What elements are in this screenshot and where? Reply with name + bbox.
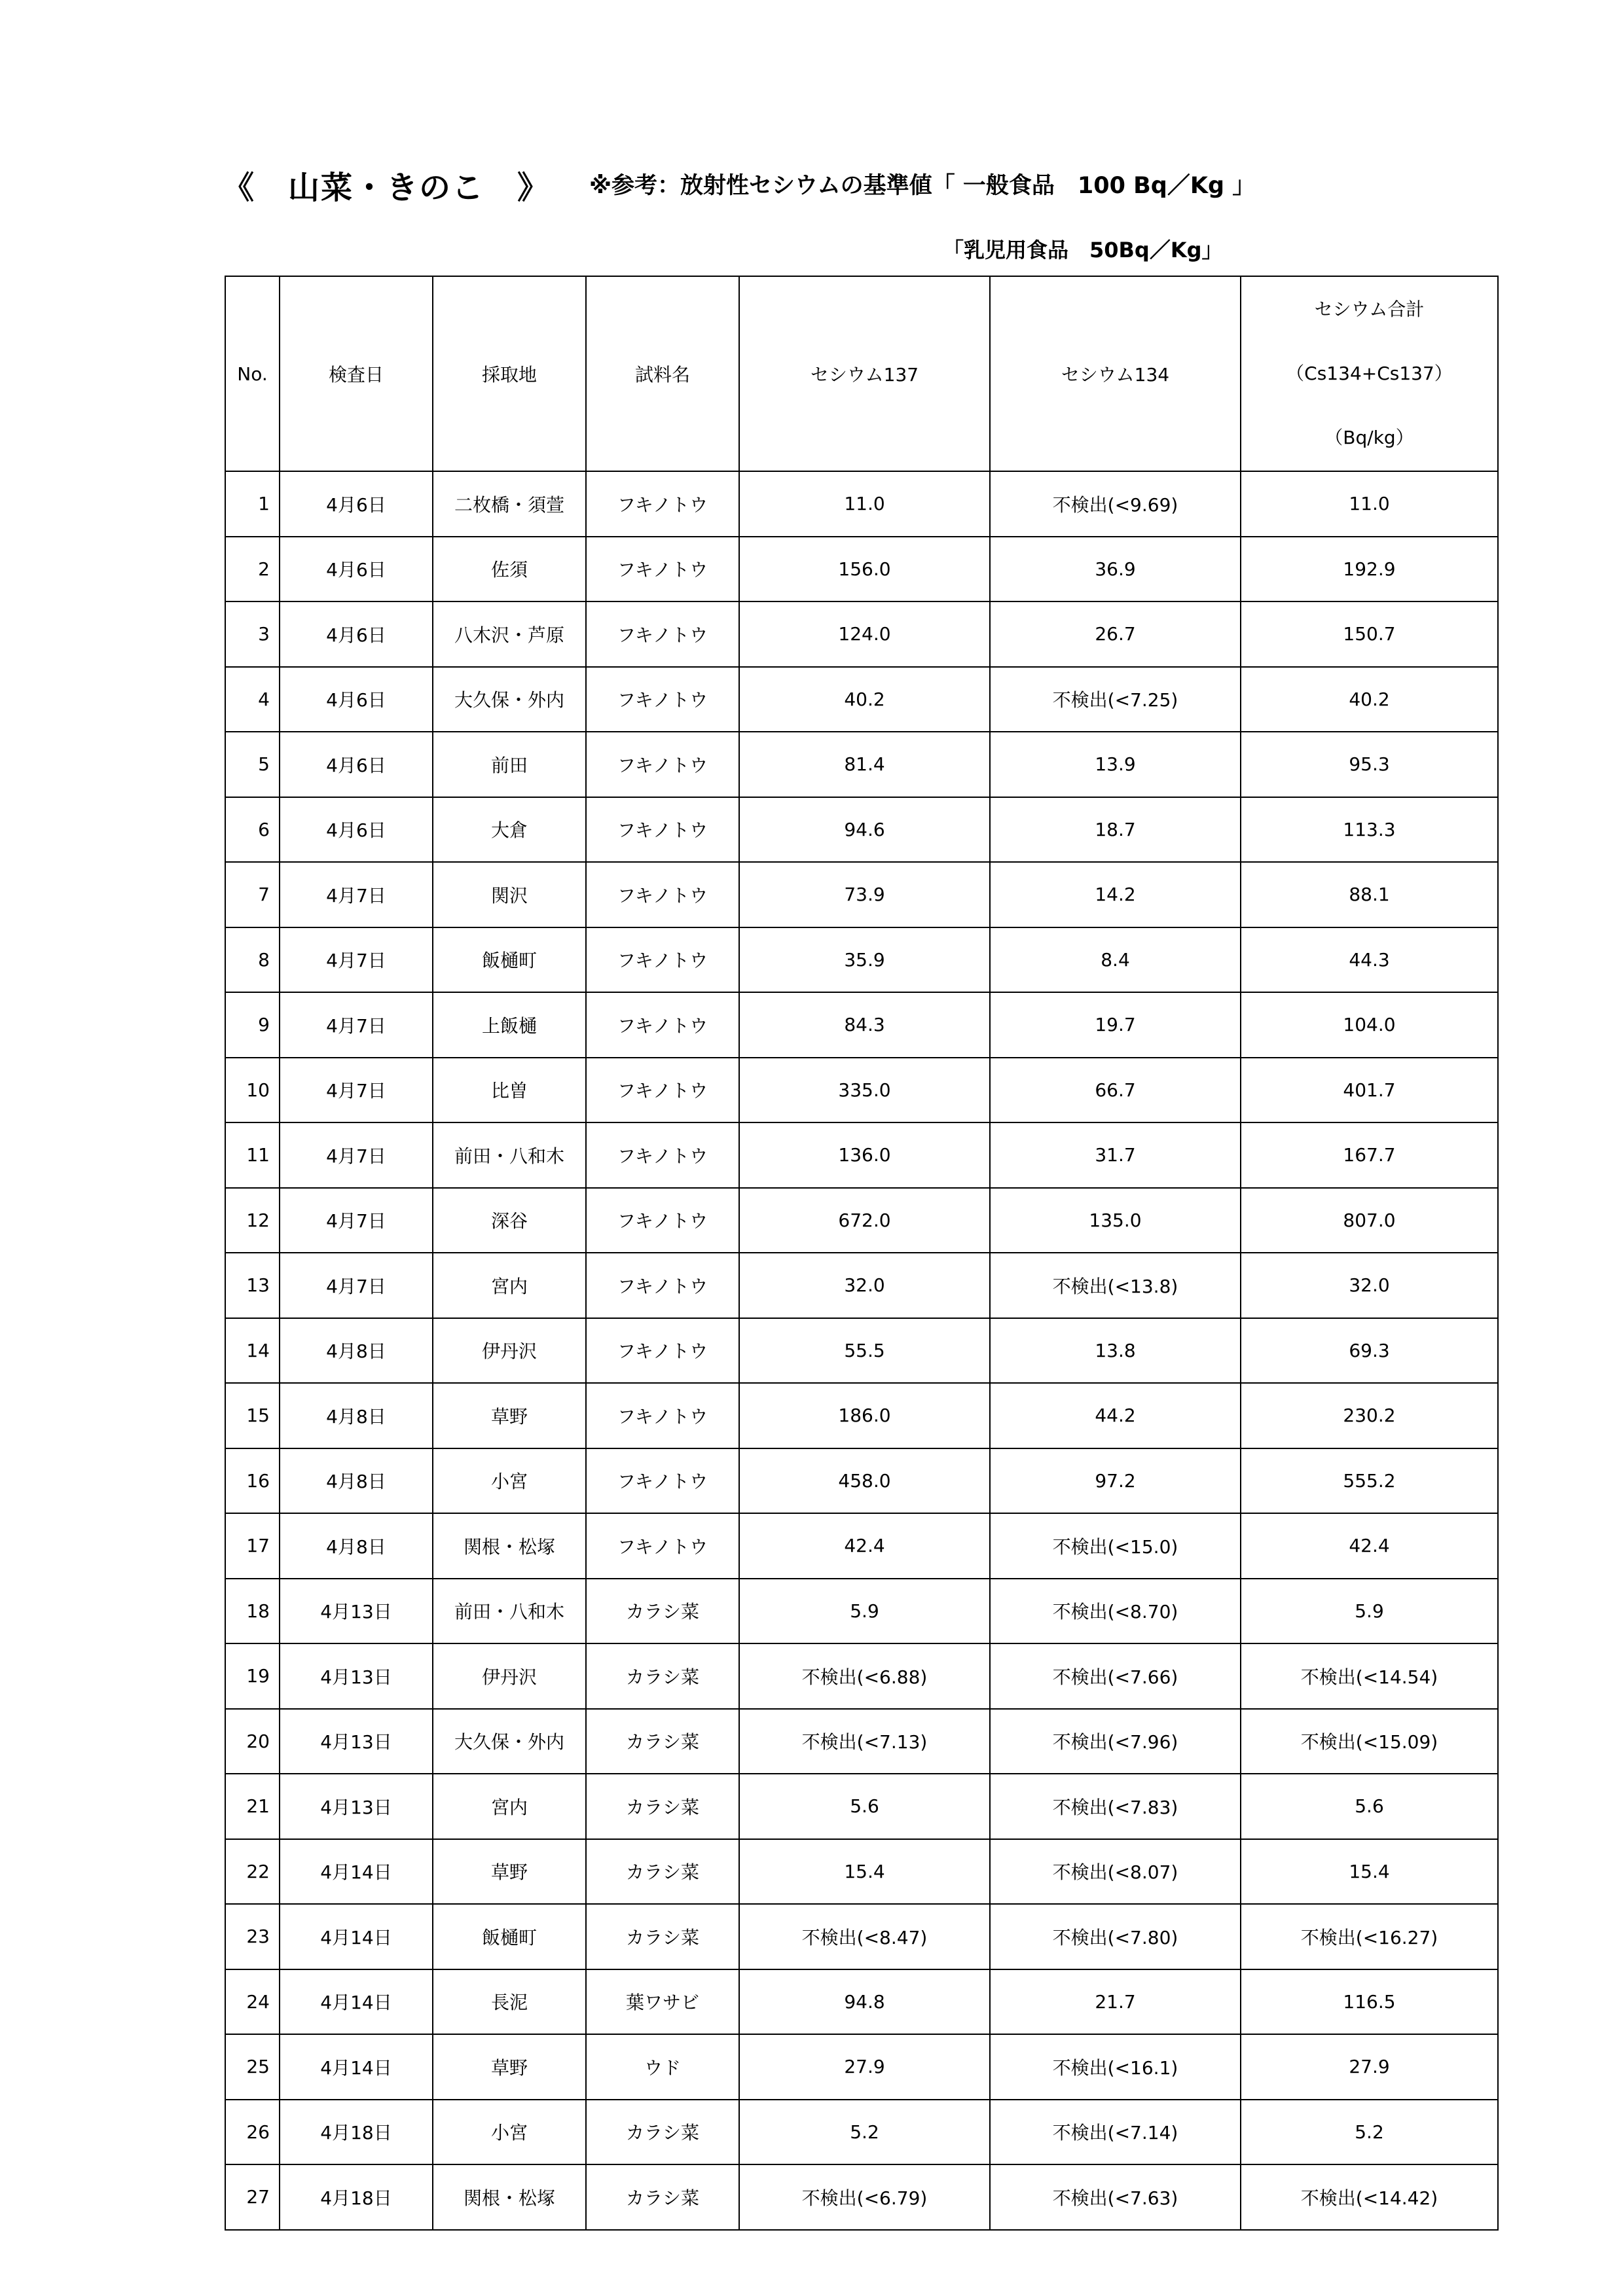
cell-no: 7: [225, 862, 280, 927]
cell-sample: カラシ菜: [586, 1643, 739, 1709]
cell-cs137: 73.9: [739, 862, 990, 927]
table-row: [225, 1318, 1498, 1384]
cell-total: 44.3: [1241, 927, 1498, 993]
cell-cs134: 不検出(<8.07): [990, 1839, 1241, 1905]
cell-cs134: 不検出(<15.0): [990, 1513, 1241, 1579]
cell-sample: フキノトウ: [586, 1058, 739, 1123]
cell-total: 5.6: [1241, 1774, 1498, 1839]
cell-cs137: 156.0: [739, 537, 990, 602]
cell-cs134: 不検出(<13.8): [990, 1253, 1241, 1318]
cell-sample: フキノトウ: [586, 667, 739, 732]
cell-location: 大倉: [433, 797, 586, 863]
table-row: [225, 1904, 1498, 1969]
cell-cs137: 不検出(<8.47): [739, 1904, 990, 1969]
cell-total: 不検出(<15.09): [1241, 1709, 1498, 1774]
cell-date: 4月13日: [280, 1643, 433, 1709]
cell-no: 6: [225, 797, 280, 863]
cell-cs137: 94.8: [739, 1969, 990, 2035]
cell-cs137: 94.6: [739, 797, 990, 863]
cell-location: 二枚橋・須萱: [433, 471, 586, 537]
table-row: [225, 1643, 1498, 1709]
cell-cs134: 21.7: [990, 1969, 1241, 2035]
cell-no: 4: [225, 667, 280, 732]
cell-date: 4月18日: [280, 2164, 433, 2230]
table-row: [225, 1058, 1498, 1123]
table-header-row: [225, 276, 1498, 471]
cell-location: 上飯樋: [433, 992, 586, 1058]
table-row: [225, 732, 1498, 797]
cell-no: 10: [225, 1058, 280, 1123]
cell-sample: カラシ菜: [586, 2100, 739, 2165]
cell-date: 4月8日: [280, 1513, 433, 1579]
cell-total: 167.7: [1241, 1122, 1498, 1188]
cell-sample: フキノトウ: [586, 1122, 739, 1188]
table-row: [225, 1383, 1498, 1448]
cell-total: 42.4: [1241, 1513, 1498, 1579]
cell-no: 12: [225, 1188, 280, 1253]
cell-date: 4月13日: [280, 1709, 433, 1774]
cell-sample: カラシ菜: [586, 1904, 739, 1969]
table-row: [225, 797, 1498, 863]
cell-cs137: 不検出(<7.13): [739, 1709, 990, 1774]
cell-total: 5.9: [1241, 1579, 1498, 1644]
cell-no: 2: [225, 537, 280, 602]
header-cs137: セシウム137: [739, 276, 990, 471]
table-row: [225, 601, 1498, 667]
cell-no: 25: [225, 2034, 280, 2100]
table-row: [225, 1969, 1498, 2035]
cell-cs134: 不検出(<8.70): [990, 1579, 1241, 1644]
cell-no: 3: [225, 601, 280, 667]
table-row: [225, 667, 1498, 732]
cell-sample: カラシ菜: [586, 2164, 739, 2230]
cell-sample: ウド: [586, 2034, 739, 2100]
cell-cs134: 不検出(<7.14): [990, 2100, 1241, 2165]
cell-no: 20: [225, 1709, 280, 1774]
cell-no: 21: [225, 1774, 280, 1839]
cell-cs137: 84.3: [739, 992, 990, 1058]
cell-location: 宮内: [433, 1774, 586, 1839]
cell-total: 807.0: [1241, 1188, 1498, 1253]
table-row: [225, 2034, 1498, 2100]
cell-sample: フキノトウ: [586, 471, 739, 537]
cell-cs137: 55.5: [739, 1318, 990, 1384]
cell-cs134: 不検出(<7.63): [990, 2164, 1241, 2230]
cell-no: 17: [225, 1513, 280, 1579]
cell-total: 150.7: [1241, 601, 1498, 667]
cell-sample: カラシ菜: [586, 1774, 739, 1839]
cell-location: 草野: [433, 1383, 586, 1448]
cell-cs134: 不検出(<7.25): [990, 667, 1241, 732]
cell-date: 4月6日: [280, 732, 433, 797]
table-row: [225, 1188, 1498, 1253]
header-total-line1: セシウム合計: [1314, 298, 1425, 320]
cell-location: 伊丹沢: [433, 1643, 586, 1709]
reference-note-infant: 「乳児用食品 50Bq／Kg」: [943, 238, 1223, 262]
cell-location: 草野: [433, 2034, 586, 2100]
cell-sample: フキノトウ: [586, 1253, 739, 1318]
cell-location: 伊丹沢: [433, 1318, 586, 1384]
cell-cs137: 15.4: [739, 1839, 990, 1905]
cell-no: 26: [225, 2100, 280, 2165]
cell-total: 15.4: [1241, 1839, 1498, 1905]
cell-cs134: 不検出(<7.96): [990, 1709, 1241, 1774]
cell-cs137: 35.9: [739, 927, 990, 993]
cell-cs137: 335.0: [739, 1058, 990, 1123]
cell-location: 前田: [433, 732, 586, 797]
cell-location: 草野: [433, 1839, 586, 1905]
cell-no: 18: [225, 1579, 280, 1644]
cell-date: 4月18日: [280, 2100, 433, 2165]
cell-cs134: 66.7: [990, 1058, 1241, 1123]
cell-sample: フキノトウ: [586, 1513, 739, 1579]
cell-date: 4月7日: [280, 1058, 433, 1123]
cell-cs137: 458.0: [739, 1448, 990, 1514]
cell-date: 4月7日: [280, 862, 433, 927]
cell-no: 22: [225, 1839, 280, 1905]
cell-date: 4月7日: [280, 927, 433, 993]
cell-location: 飯樋町: [433, 927, 586, 993]
cell-cs137: 40.2: [739, 667, 990, 732]
cell-cs134: 97.2: [990, 1448, 1241, 1514]
cell-cs137: 5.6: [739, 1774, 990, 1839]
cell-location: 関沢: [433, 862, 586, 927]
cell-location: 小宮: [433, 1448, 586, 1514]
cell-date: 4月7日: [280, 992, 433, 1058]
header-total-line3: （Bq/kg）: [1324, 427, 1414, 448]
cell-sample: カラシ菜: [586, 1839, 739, 1905]
cell-cs137: 124.0: [739, 601, 990, 667]
cell-total: 116.5: [1241, 1969, 1498, 2035]
cell-no: 14: [225, 1318, 280, 1384]
cell-sample: フキノトウ: [586, 927, 739, 993]
header-cs134: セシウム134: [990, 276, 1241, 471]
cesium-results-table: [225, 276, 1499, 2231]
cell-date: 4月8日: [280, 1318, 433, 1384]
cell-no: 5: [225, 732, 280, 797]
cell-location: 長泥: [433, 1969, 586, 2035]
cell-sample: フキノトウ: [586, 732, 739, 797]
cell-sample: カラシ菜: [586, 1579, 739, 1644]
cell-sample: フキノトウ: [586, 797, 739, 863]
cell-cs134: 44.2: [990, 1383, 1241, 1448]
cell-date: 4月6日: [280, 667, 433, 732]
cell-no: 13: [225, 1253, 280, 1318]
cell-sample: フキノトウ: [586, 601, 739, 667]
cell-location: 大久保・外内: [433, 667, 586, 732]
cell-no: 19: [225, 1643, 280, 1709]
table-row: [225, 1513, 1498, 1579]
cell-cs134: 8.4: [990, 927, 1241, 993]
cell-no: 23: [225, 1904, 280, 1969]
cell-no: 8: [225, 927, 280, 993]
cell-cs134: 31.7: [990, 1122, 1241, 1188]
cell-sample: フキノトウ: [586, 1383, 739, 1448]
reference-note-general: ※参考：放射性セシウムの基準値「 一般食品 100 Bq／Kg 」: [589, 173, 1256, 199]
cell-total: 401.7: [1241, 1058, 1498, 1123]
table-row: [225, 2164, 1498, 2230]
cell-no: 24: [225, 1969, 280, 2035]
header-total: [1241, 276, 1498, 471]
cell-location: 前田・八和木: [433, 1579, 586, 1644]
cell-total: 104.0: [1241, 992, 1498, 1058]
cell-total: 113.3: [1241, 797, 1498, 863]
cell-cs134: 19.7: [990, 992, 1241, 1058]
cell-total: 88.1: [1241, 862, 1498, 927]
cell-date: 4月8日: [280, 1448, 433, 1514]
cell-cs134: 13.9: [990, 732, 1241, 797]
cell-sample: フキノトウ: [586, 1188, 739, 1253]
header-date: 検査日: [280, 276, 433, 471]
cell-sample: フキノトウ: [586, 862, 739, 927]
cell-date: 4月7日: [280, 1122, 433, 1188]
cell-date: 4月7日: [280, 1188, 433, 1253]
cell-cs134: 14.2: [990, 862, 1241, 927]
cell-cs137: 81.4: [739, 732, 990, 797]
cell-cs137: 27.9: [739, 2034, 990, 2100]
table-row: [225, 1253, 1498, 1318]
table-row: [225, 1122, 1498, 1188]
cell-date: 4月7日: [280, 1253, 433, 1318]
cell-location: 宮内: [433, 1253, 586, 1318]
cell-location: 比曽: [433, 1058, 586, 1123]
cell-date: 4月14日: [280, 1904, 433, 1969]
cell-total: 230.2: [1241, 1383, 1498, 1448]
cell-cs134: 36.9: [990, 537, 1241, 602]
table-row: [225, 1448, 1498, 1514]
cell-total: 40.2: [1241, 667, 1498, 732]
cell-no: 16: [225, 1448, 280, 1514]
cell-cs137: 不検出(<6.79): [739, 2164, 990, 2230]
cell-no: 11: [225, 1122, 280, 1188]
table-row: [225, 2100, 1498, 2165]
cell-date: 4月6日: [280, 797, 433, 863]
cell-cs137: 136.0: [739, 1122, 990, 1188]
cell-cs137: 42.4: [739, 1513, 990, 1579]
cell-date: 4月14日: [280, 1969, 433, 2035]
cell-sample: フキノトウ: [586, 1318, 739, 1384]
header-total-line2: （Cs134+Cs137）: [1286, 363, 1453, 384]
cell-cs137: 5.2: [739, 2100, 990, 2165]
header-sample: 試料名: [586, 276, 739, 471]
cell-total: 32.0: [1241, 1253, 1498, 1318]
cell-sample: 葉ワサビ: [586, 1969, 739, 2035]
cell-total: 27.9: [1241, 2034, 1498, 2100]
cell-location: 深谷: [433, 1188, 586, 1253]
cell-date: 4月13日: [280, 1579, 433, 1644]
cell-date: 4月8日: [280, 1383, 433, 1448]
cell-sample: フキノトウ: [586, 537, 739, 602]
cell-cs134: 18.7: [990, 797, 1241, 863]
table-row: [225, 1579, 1498, 1644]
cell-cs134: 135.0: [990, 1188, 1241, 1253]
cell-date: 4月6日: [280, 601, 433, 667]
cell-cs137: 186.0: [739, 1383, 990, 1448]
cell-location: 大久保・外内: [433, 1709, 586, 1774]
table-row: [225, 1709, 1498, 1774]
table-row: [225, 992, 1498, 1058]
cell-total: 555.2: [1241, 1448, 1498, 1514]
cell-total: 95.3: [1241, 732, 1498, 797]
cell-total: 192.9: [1241, 537, 1498, 602]
table-row: [225, 927, 1498, 993]
cell-cs134: 不検出(<7.83): [990, 1774, 1241, 1839]
cell-sample: カラシ菜: [586, 1709, 739, 1774]
cell-no: 15: [225, 1383, 280, 1448]
header-no: No.: [225, 276, 280, 471]
cell-location: 佐須: [433, 537, 586, 602]
cell-date: 4月14日: [280, 2034, 433, 2100]
table-row: [225, 1839, 1498, 1905]
cell-total: 5.2: [1241, 2100, 1498, 2165]
cell-cs134: 不検出(<7.80): [990, 1904, 1241, 1969]
cell-no: 1: [225, 471, 280, 537]
cell-total: 11.0: [1241, 471, 1498, 537]
cell-location: 前田・八和木: [433, 1122, 586, 1188]
cell-cs134: 不検出(<16.1): [990, 2034, 1241, 2100]
cell-cs134: 26.7: [990, 601, 1241, 667]
cell-total: 不検出(<14.54): [1241, 1643, 1498, 1709]
cell-cs134: 不検出(<7.66): [990, 1643, 1241, 1709]
cell-cs134: 13.8: [990, 1318, 1241, 1384]
cell-location: 小宮: [433, 2100, 586, 2165]
cell-sample: フキノトウ: [586, 1448, 739, 1514]
cell-date: 4月14日: [280, 1839, 433, 1905]
table-row: [225, 862, 1498, 927]
cell-location: 関根・松塚: [433, 2164, 586, 2230]
cell-sample: フキノトウ: [586, 992, 739, 1058]
table-row: [225, 537, 1498, 602]
cell-total: 69.3: [1241, 1318, 1498, 1384]
cell-no: 9: [225, 992, 280, 1058]
cell-cs137: 不検出(<6.88): [739, 1643, 990, 1709]
cell-total: 不検出(<16.27): [1241, 1904, 1498, 1969]
page-title: 《 山菜・きのこ 》: [223, 170, 551, 206]
cell-cs137: 5.9: [739, 1579, 990, 1644]
cell-no: 27: [225, 2164, 280, 2230]
cell-cs134: 不検出(<9.69): [990, 471, 1241, 537]
table-row: [225, 1774, 1498, 1839]
header-location: 採取地: [433, 276, 586, 471]
cell-cs137: 32.0: [739, 1253, 990, 1318]
cell-date: 4月6日: [280, 471, 433, 537]
cell-total: 不検出(<14.42): [1241, 2164, 1498, 2230]
cell-date: 4月6日: [280, 537, 433, 602]
cell-location: 関根・松塚: [433, 1513, 586, 1579]
cell-cs137: 672.0: [739, 1188, 990, 1253]
cell-location: 八木沢・芦原: [433, 601, 586, 667]
cell-cs137: 11.0: [739, 471, 990, 537]
cell-location: 飯樋町: [433, 1904, 586, 1969]
cell-date: 4月13日: [280, 1774, 433, 1839]
table-row: [225, 471, 1498, 537]
